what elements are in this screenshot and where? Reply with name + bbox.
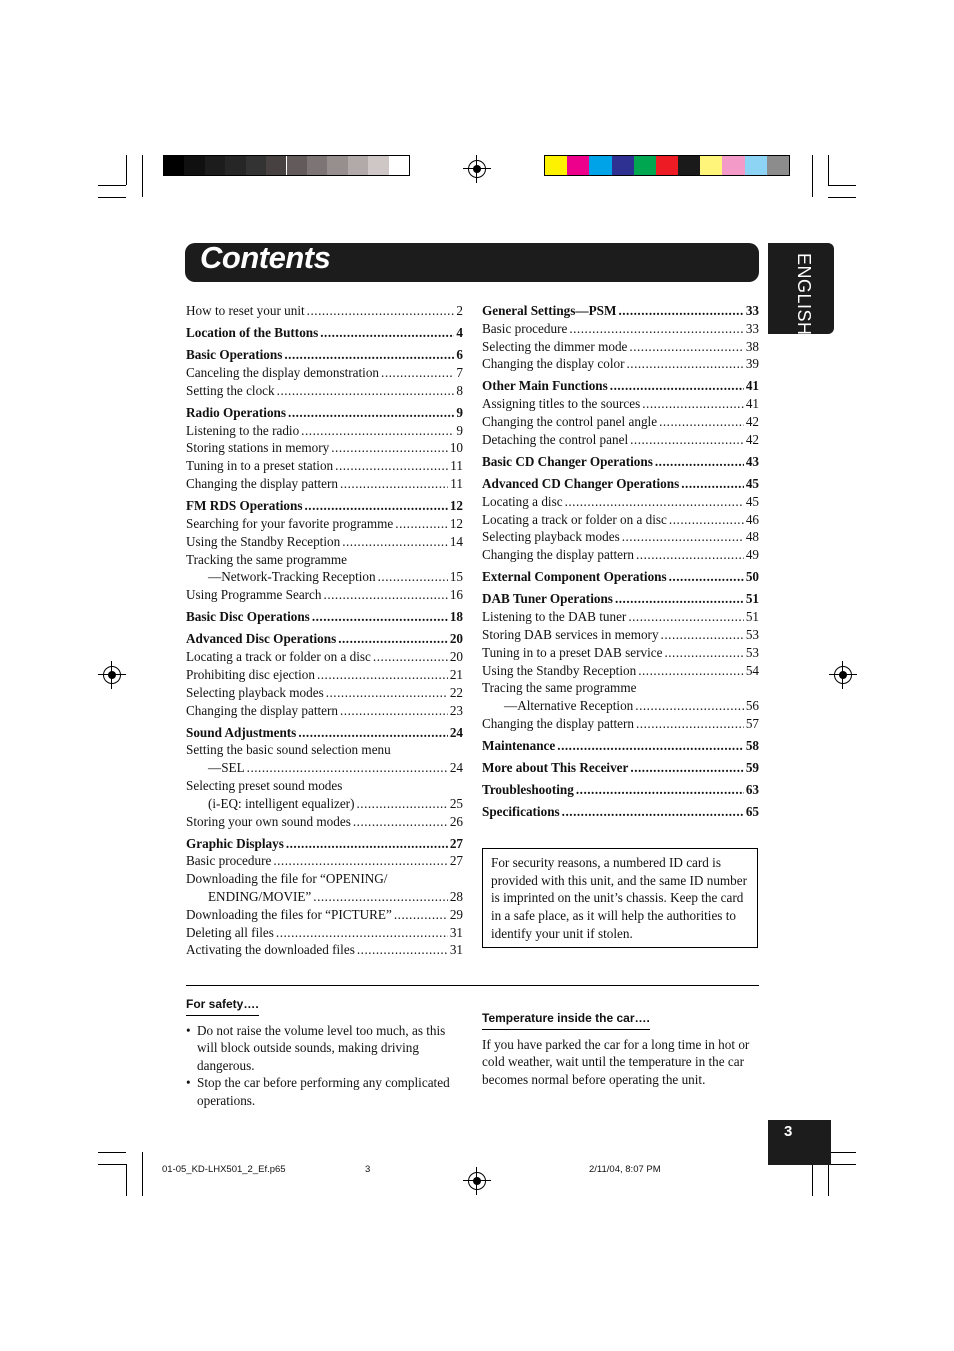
toc-leader-dots: [378, 568, 448, 586]
color-swatch: [266, 156, 286, 175]
toc-entry: [186, 906, 463, 924]
toc-leader-dots: [655, 453, 744, 471]
toc-entry-page: 27: [449, 835, 463, 851]
toc-entry: [186, 777, 463, 795]
toc-entry-title: DAB Tuner Operations: [482, 591, 613, 607]
toc-leader-dots: [317, 666, 448, 684]
toc-leader-dots: [373, 648, 448, 666]
toc-entry: [482, 626, 759, 644]
toc-entry-title: Selecting the dimmer mode: [482, 338, 628, 354]
language-tab: [768, 243, 834, 334]
footer-timestamp: 2/11/04, 8:07 PM: [589, 1164, 661, 1175]
toc-entry: [186, 852, 463, 870]
toc-entry-title: Storing DAB services in memory: [482, 627, 659, 643]
toc-leader-dots: [681, 475, 744, 493]
toc-entry-title: Using Programme Search: [186, 587, 322, 603]
color-swatch: [678, 156, 700, 175]
toc-entry-page: 15: [449, 569, 463, 585]
toc-entry-title: Tracking the same programme: [186, 551, 348, 567]
toc-leader-dots: [324, 586, 448, 604]
toc-entry-title: Setting the basic sound selection menu: [186, 742, 391, 758]
toc-entry-title: Prohibiting disc ejection: [186, 666, 315, 682]
toc-leader-dots: [288, 404, 454, 422]
color-swatch: [567, 156, 589, 175]
toc-leader-dots: [576, 781, 744, 799]
toc-entry-title: Tracing the same programme: [482, 680, 637, 696]
toc-entry-page: 28: [449, 889, 463, 905]
toc-entry-page: 49: [745, 547, 759, 563]
toc-entry-title: Canceling the display demonstration: [186, 364, 380, 380]
toc-entry: [186, 475, 463, 493]
toc-entry-title: Searching for your favorite programme: [186, 515, 394, 531]
toc-leader-dots: [628, 608, 744, 626]
toc-entry-title: Using the Standby Reception: [186, 533, 341, 549]
toc-entry-page: 22: [449, 684, 463, 700]
toc-entry-page: 65: [745, 804, 759, 820]
toc-leader-dots: [642, 395, 744, 413]
toc-entry: [186, 835, 463, 853]
toc-entry: [186, 684, 463, 702]
toc-entry-title: Basic procedure: [186, 853, 272, 869]
color-swatch: [722, 156, 744, 175]
toc-leader-dots: [565, 493, 744, 511]
toc-entry-title: Radio Operations: [186, 404, 287, 420]
toc-entry: [482, 662, 759, 680]
toc-entry-page: 12: [449, 498, 463, 514]
toc-entry-page: 8: [456, 382, 463, 398]
toc-entry-title: How to reset your unit: [186, 303, 305, 318]
color-swatch: [389, 156, 409, 175]
toc-entry-title: Maintenance: [482, 738, 556, 754]
toc-leader-dots: [307, 302, 455, 320]
toc-entry-page: 63: [745, 782, 759, 798]
toc-entry: [482, 528, 759, 546]
toc-leader-dots: [276, 924, 448, 942]
toc-leader-dots: [320, 324, 454, 342]
toc-entry-page: 33: [745, 320, 759, 336]
color-swatch: [287, 156, 307, 175]
toc-leader-dots: [615, 590, 744, 608]
registration-mark-icon: [468, 160, 486, 178]
toc-entry: [186, 630, 463, 648]
toc-entry-page: 6: [456, 347, 463, 363]
toc-entry-page: 9: [456, 404, 463, 420]
color-swatch: [348, 156, 368, 175]
toc-leader-dots: [342, 533, 448, 551]
toc-entry-page: 46: [745, 511, 759, 527]
toc-entry-title: Assigning titles to the sources: [482, 396, 641, 412]
toc-leader-dots: [286, 835, 448, 853]
toc-entry: [482, 377, 759, 395]
toc-leader-dots: [630, 431, 744, 449]
toc-entry-page: 24: [449, 724, 463, 740]
toc-leader-dots: [338, 630, 448, 648]
color-calibration-bar: [544, 155, 790, 176]
toc-entry: [186, 364, 463, 382]
toc-leader-dots: [284, 346, 454, 364]
toc-entry: [186, 608, 463, 626]
toc-entry: [186, 515, 463, 533]
toc-entry-page: 42: [745, 431, 759, 447]
toc-leader-dots: [340, 475, 448, 493]
toc-entry-title: Deleting all files: [186, 924, 274, 940]
color-swatch: [225, 156, 245, 175]
toc-entry-page: 43: [745, 453, 759, 469]
toc-leader-dots: [247, 759, 448, 777]
toc-leader-dots: [622, 528, 744, 546]
toc-leader-dots: [659, 413, 744, 431]
color-swatch: [184, 156, 204, 175]
color-swatch: [164, 156, 184, 175]
toc-entry: [186, 551, 463, 569]
toc-entry: [186, 497, 463, 515]
toc-leader-dots: [305, 497, 448, 515]
toc-entry-page: 24: [449, 760, 463, 776]
toc-entry: [186, 666, 463, 684]
toc-entry-page: 4: [456, 325, 463, 341]
toc-entry: [482, 395, 759, 413]
toc-leader-dots: [626, 355, 743, 373]
toc-leader-dots: [335, 457, 448, 475]
color-swatch: [700, 156, 722, 175]
toc-entry-title: Graphic Displays: [186, 835, 284, 851]
toc-entry-page: 11: [450, 458, 463, 474]
toc-entry: [482, 413, 759, 431]
toc-leader-dots: [610, 377, 744, 395]
toc-leader-dots: [638, 662, 744, 680]
toc-leader-dots: [636, 546, 744, 564]
toc-entry: [186, 648, 463, 666]
toc-leader-dots: [313, 888, 448, 906]
toc-entry: [186, 439, 463, 457]
language-tab-label: ENGLISH: [794, 253, 814, 336]
toc-entry-page: 31: [449, 942, 463, 958]
footer-filename: 01-05_KD-LHX501_2_Ef.p65: [162, 1164, 286, 1175]
toc-entry: [186, 302, 463, 320]
toc-entry-title: ENDING/MOVIE”: [208, 889, 312, 905]
toc-leader-dots: [312, 608, 448, 626]
toc-entry: [482, 475, 759, 493]
toc-entry: [482, 355, 759, 373]
toc-entry: [186, 870, 463, 888]
toc-entry: [482, 608, 759, 626]
toc-entry-title: Setting the clock: [186, 382, 275, 398]
toc-entry: [482, 759, 759, 777]
toc-entry-page: 20: [449, 649, 463, 665]
toc-leader-dots: [357, 941, 448, 959]
toc-entry: [482, 511, 759, 529]
toc-entry: [482, 431, 759, 449]
toc-entry: [186, 888, 463, 906]
toc-leader-dots: [661, 626, 744, 644]
toc-entry-title: Downloading the file for “OPENING/: [186, 871, 388, 887]
color-swatch: [656, 156, 678, 175]
toc-entry: [482, 320, 759, 338]
toc-leader-dots: [331, 439, 448, 457]
toc-entry-page: 33: [745, 303, 759, 318]
toc-leader-dots: [618, 302, 743, 320]
color-swatch: [634, 156, 656, 175]
toc-entry: [482, 644, 759, 662]
toc-entry-title: Changing the display pattern: [482, 547, 634, 563]
toc-entry-page: 45: [745, 476, 759, 492]
toc-entry: [186, 382, 463, 400]
temperature-heading: Temperature inside the car….: [482, 1010, 650, 1030]
toc-entry: [186, 586, 463, 604]
toc-entry: [186, 924, 463, 942]
toc-entry-title: Using the Standby Reception: [482, 662, 637, 678]
toc-entry-page: 42: [745, 414, 759, 430]
toc-leader-dots: [636, 715, 744, 733]
temperature-text: If you have parked the car for a long time in hot or cold weather, wait until the temperature in the car becomes normal before operating the unit.: [482, 1036, 750, 1087]
toc-entry: [482, 803, 759, 821]
safety-item: • Stop the car before performing any complicated operations.: [186, 1074, 456, 1109]
toc-entry-page: 54: [745, 662, 759, 678]
toc-leader-dots: [394, 906, 448, 924]
toc-entry-page: 29: [449, 906, 463, 922]
toc-entry-page: 57: [745, 716, 759, 732]
toc-entry-page: 59: [745, 760, 759, 776]
toc-entry-title: Storing stations in memory: [186, 440, 330, 456]
toc-entry: [482, 679, 759, 697]
toc-entry-page: 18: [449, 609, 463, 625]
toc-entry-page: 48: [745, 529, 759, 545]
toc-entry-title: —SEL: [208, 760, 245, 776]
toc-entry-page: 26: [449, 813, 463, 829]
toc-entry-title: Advanced CD Changer Operations: [482, 476, 680, 492]
toc-entry-page: 53: [745, 644, 759, 660]
toc-entry-title: Basic CD Changer Operations: [482, 453, 653, 469]
toc-entry-page: 14: [449, 533, 463, 549]
toc-entry-page: 10: [449, 440, 463, 456]
toc-leader-dots: [298, 724, 448, 742]
toc-entry: [186, 324, 463, 342]
toc-entry-title: Changing the display color: [482, 356, 625, 372]
toc-leader-dots: [630, 759, 743, 777]
toc-entry-title: Location of the Buttons: [186, 325, 319, 341]
toc-leader-dots: [353, 813, 448, 831]
toc-entry: [186, 813, 463, 831]
toc-leader-dots: [277, 382, 455, 400]
toc-entry-page: 39: [745, 356, 759, 372]
toc-entry: [186, 759, 463, 777]
toc-entry-title: FM RDS Operations: [186, 498, 303, 514]
toc-entry-page: 53: [745, 627, 759, 643]
toc-entry-title: Advanced Disc Operations: [186, 631, 337, 647]
toc-entry-title: Selecting playback modes: [482, 529, 620, 545]
color-swatch: [368, 156, 388, 175]
color-swatch: [545, 156, 567, 175]
safety-heading: For safety….: [186, 996, 259, 1016]
toc-entry-title: Changing the display pattern: [186, 702, 338, 718]
color-swatch: [307, 156, 327, 175]
toc-entry: [186, 795, 463, 813]
toc-entry: [186, 702, 463, 720]
color-swatch: [612, 156, 634, 175]
page-title: Contents: [200, 240, 331, 275]
registration-mark-icon: [103, 666, 121, 684]
toc-entry: [186, 533, 463, 551]
toc-entry-page: 2: [456, 303, 463, 318]
registration-mark-icon: [468, 1172, 486, 1190]
toc-entry-title: Changing the display pattern: [482, 716, 634, 732]
toc-entry: [482, 715, 759, 733]
toc-entry: [482, 302, 759, 320]
color-swatch: [205, 156, 225, 175]
toc-entry-title: Activating the downloaded files: [186, 942, 355, 958]
toc-entry-page: 21: [449, 666, 463, 682]
toc-leader-dots: [273, 852, 447, 870]
toc-entry-title: Basic Operations: [186, 347, 283, 363]
toc-leader-dots: [669, 511, 744, 529]
color-swatch: [745, 156, 767, 175]
toc-entry-title: External Component Operations: [482, 569, 667, 585]
toc-entry-title: Listening to the radio: [186, 422, 300, 438]
toc-entry-page: 20: [449, 631, 463, 647]
toc-entry-title: Changing the control panel angle: [482, 414, 658, 430]
toc-entry-page: 45: [745, 493, 759, 509]
toc-leader-dots: [340, 702, 448, 720]
toc-entry-title: General Settings—PSM: [482, 303, 617, 318]
toc-entry-page: 9: [456, 422, 463, 438]
toc-entry-title: Tuning in to a preset DAB service: [482, 644, 663, 660]
toc-entry-title: Listening to the DAB tuner: [482, 609, 627, 625]
toc-entry-page: 23: [449, 702, 463, 718]
security-notice-box: For security reasons, a numbered ID card is provided with this unit, and the same ID number is imprinted on the unit’s chassis. Keep the card in a safe place, as it will help the authorities to identify your unit if stolen.: [482, 848, 758, 948]
toc-leader-dots: [356, 795, 447, 813]
footer-page: 3: [365, 1164, 371, 1175]
toc-leader-dots: [381, 364, 454, 382]
toc-entry-page: 38: [745, 338, 759, 354]
toc-leader-dots: [669, 568, 744, 586]
color-swatch: [767, 156, 789, 175]
toc-entry: [482, 338, 759, 356]
toc-entry-page: 16: [449, 587, 463, 603]
toc-leader-dots: [635, 697, 744, 715]
toc-entry-title: More about This Receiver: [482, 760, 629, 776]
toc-entry-title: Changing the display pattern: [186, 476, 338, 492]
toc-entry: [482, 546, 759, 564]
toc-left-column: [186, 302, 463, 959]
toc-entry-title: Basic Disc Operations: [186, 609, 310, 625]
toc-entry-title: Downloading the files for “PICTURE”: [186, 906, 392, 922]
toc-entry: [186, 457, 463, 475]
toc-entry: [482, 781, 759, 799]
grayscale-calibration-bar: [163, 155, 410, 176]
temperature-section: [482, 1009, 762, 1088]
toc-entry: [482, 697, 759, 715]
toc-entry: [186, 941, 463, 959]
toc-leader-dots: [395, 515, 448, 533]
toc-entry-title: Specifications: [482, 804, 560, 820]
toc-entry: [186, 741, 463, 759]
toc-entry-page: 51: [745, 609, 759, 625]
safety-section: [186, 995, 456, 1110]
toc-entry-page: 31: [449, 924, 463, 940]
toc-entry-page: 25: [449, 795, 463, 811]
toc-entry-page: 51: [745, 591, 759, 607]
toc-entry-title: Sound Adjustments: [186, 724, 297, 740]
toc-entry: [482, 453, 759, 471]
toc-entry-page: 56: [745, 698, 759, 714]
toc-entry-title: Locating a disc: [482, 493, 563, 509]
toc-entry-page: 58: [745, 738, 759, 754]
toc-leader-dots: [569, 320, 743, 338]
toc-entry: [186, 404, 463, 422]
toc-leader-dots: [629, 338, 743, 356]
toc-entry-title: —Alternative Reception: [504, 698, 634, 714]
toc-entry-page: 50: [745, 569, 759, 585]
toc-entry-title: Locating a track or folder on a disc: [482, 511, 667, 527]
section-divider: [186, 985, 759, 986]
color-swatch: [246, 156, 266, 175]
page-number: 3: [784, 1123, 793, 1140]
toc-entry-page: 12: [449, 515, 463, 531]
registration-mark-icon: [834, 666, 852, 684]
toc-leader-dots: [301, 422, 454, 440]
toc-entry-title: Tuning in to a preset station: [186, 458, 334, 474]
toc-entry-title: —Network-Tracking Reception: [208, 569, 376, 585]
toc-entry-title: Locating a track or folder on a disc: [186, 649, 371, 665]
toc-leader-dots: [557, 737, 744, 755]
toc-entry-page: 41: [745, 378, 759, 394]
toc-entry: [482, 737, 759, 755]
toc-entry-title: Basic procedure: [482, 320, 568, 336]
safety-item: • Do not raise the volume level too much, as this will block outside sounds, making driving dangerous.: [186, 1022, 456, 1075]
page-number-tab: [768, 1120, 831, 1165]
toc-entry: [482, 568, 759, 586]
toc-entry-title: Troubleshooting: [482, 782, 574, 798]
toc-entry: [482, 590, 759, 608]
toc-leader-dots: [562, 803, 744, 821]
toc-entry-title: Detaching the control panel: [482, 431, 629, 447]
toc-entry-title: Other Main Functions: [482, 378, 608, 394]
toc-leader-dots: [664, 644, 743, 662]
toc-entry-page: 27: [449, 853, 463, 869]
toc-right-column: [482, 302, 759, 821]
toc-entry-page: 7: [456, 364, 463, 380]
toc-entry: [186, 724, 463, 742]
toc-entry-page: 41: [745, 396, 759, 412]
toc-entry: [482, 493, 759, 511]
toc-entry-title: Storing your own sound modes: [186, 813, 351, 829]
toc-entry-title: Selecting playback modes: [186, 684, 324, 700]
toc-entry: [186, 346, 463, 364]
toc-entry-title: Selecting preset sound modes: [186, 778, 343, 793]
toc-leader-dots: [326, 684, 448, 702]
toc-entry: [186, 422, 463, 440]
color-swatch: [327, 156, 347, 175]
color-swatch: [589, 156, 611, 175]
toc-entry-page: 11: [450, 476, 463, 492]
toc-entry-title: (i-EQ: intelligent equalizer): [208, 795, 355, 811]
toc-entry: [186, 568, 463, 586]
